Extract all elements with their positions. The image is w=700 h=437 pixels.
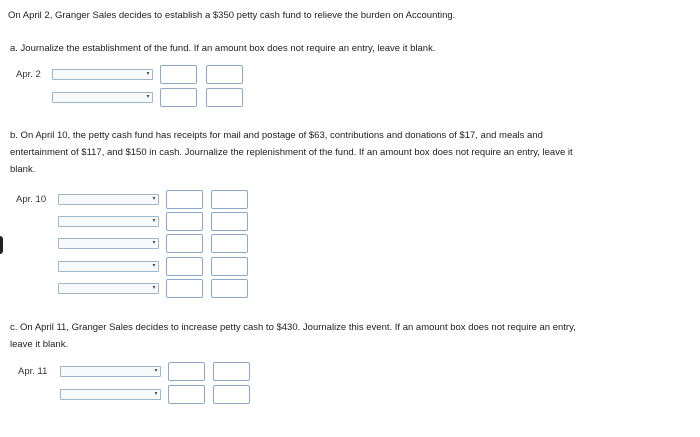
chevron-down-icon: ▾ <box>146 94 150 100</box>
chevron-down-icon: ▾ <box>154 368 158 374</box>
part-c-debit-input-2[interactable] <box>168 385 205 404</box>
part-a-date-label: Apr. 2 <box>16 69 41 80</box>
part-b-account-select-2[interactable] <box>58 216 159 227</box>
part-b-account-select-5[interactable] <box>58 283 159 294</box>
edge-marker <box>0 236 3 254</box>
part-a-account-select-2[interactable] <box>52 92 153 103</box>
chevron-down-icon: ▾ <box>152 218 156 224</box>
part-c-date-label: Apr. 11 <box>18 366 48 377</box>
part-b-account-select-3[interactable] <box>58 238 159 249</box>
part-a-credit-input-1[interactable] <box>206 65 243 84</box>
part-c-credit-input-1[interactable] <box>213 362 250 381</box>
part-c-debit-input-1[interactable] <box>168 362 205 381</box>
chevron-down-icon: ▾ <box>152 285 156 291</box>
part-b-credit-input-3[interactable] <box>211 234 248 253</box>
part-a-debit-input-1[interactable] <box>160 65 197 84</box>
part-b-debit-input-2[interactable] <box>166 212 203 231</box>
part-c-account-select-2[interactable] <box>60 389 161 400</box>
part-a-debit-input-2[interactable] <box>160 88 197 107</box>
part-c-account-select-1[interactable] <box>60 366 161 377</box>
part-b-instructions-line1: b. On April 10, the petty cash fund has receipts for mail and postage of $63, contributions and donations of $17, and meals and <box>10 130 543 141</box>
part-b-date-label: Apr. 10 <box>16 194 47 205</box>
chevron-down-icon: ▾ <box>146 71 150 77</box>
part-a-account-select-1[interactable] <box>52 69 153 80</box>
part-a-credit-input-2[interactable] <box>206 88 243 107</box>
part-b-credit-input-4[interactable] <box>211 257 248 276</box>
chevron-down-icon: ▾ <box>152 263 156 269</box>
part-b-debit-input-3[interactable] <box>166 234 203 253</box>
part-b-credit-input-2[interactable] <box>211 212 248 231</box>
chevron-down-icon: ▾ <box>154 391 158 397</box>
part-b-instructions-line3: blank. <box>10 164 36 175</box>
part-b-credit-input-5[interactable] <box>211 279 248 298</box>
part-b-account-select-1[interactable] <box>58 194 159 205</box>
chevron-down-icon: ▾ <box>152 196 156 202</box>
part-b-debit-input-5[interactable] <box>166 279 203 298</box>
part-b-instructions-line2: entertainment of $117, and $150 in cash. Journalize the replenishment of the fund. If an amount box does not require an entry, leave it <box>10 147 573 158</box>
part-c-instructions-line2: leave it blank. <box>10 339 69 350</box>
part-b-credit-input-1[interactable] <box>211 190 248 209</box>
chevron-down-icon: ▾ <box>152 240 156 246</box>
part-c-credit-input-2[interactable] <box>213 385 250 404</box>
part-b-account-select-4[interactable] <box>58 261 159 272</box>
part-c-instructions-line1: c. On April 11, Granger Sales decides to increase petty cash to $430. Journalize this event. If an amount box does not require an entry, <box>10 322 576 333</box>
part-b-debit-input-4[interactable] <box>166 257 203 276</box>
part-b-debit-input-1[interactable] <box>166 190 203 209</box>
part-a-instructions: a. Journalize the establishment of the fund. If an amount box does not require an entry, leave it blank. <box>10 43 436 54</box>
intro-text: On April 2, Granger Sales decides to establish a $350 petty cash fund to relieve the burden on Accounting. <box>8 10 456 21</box>
